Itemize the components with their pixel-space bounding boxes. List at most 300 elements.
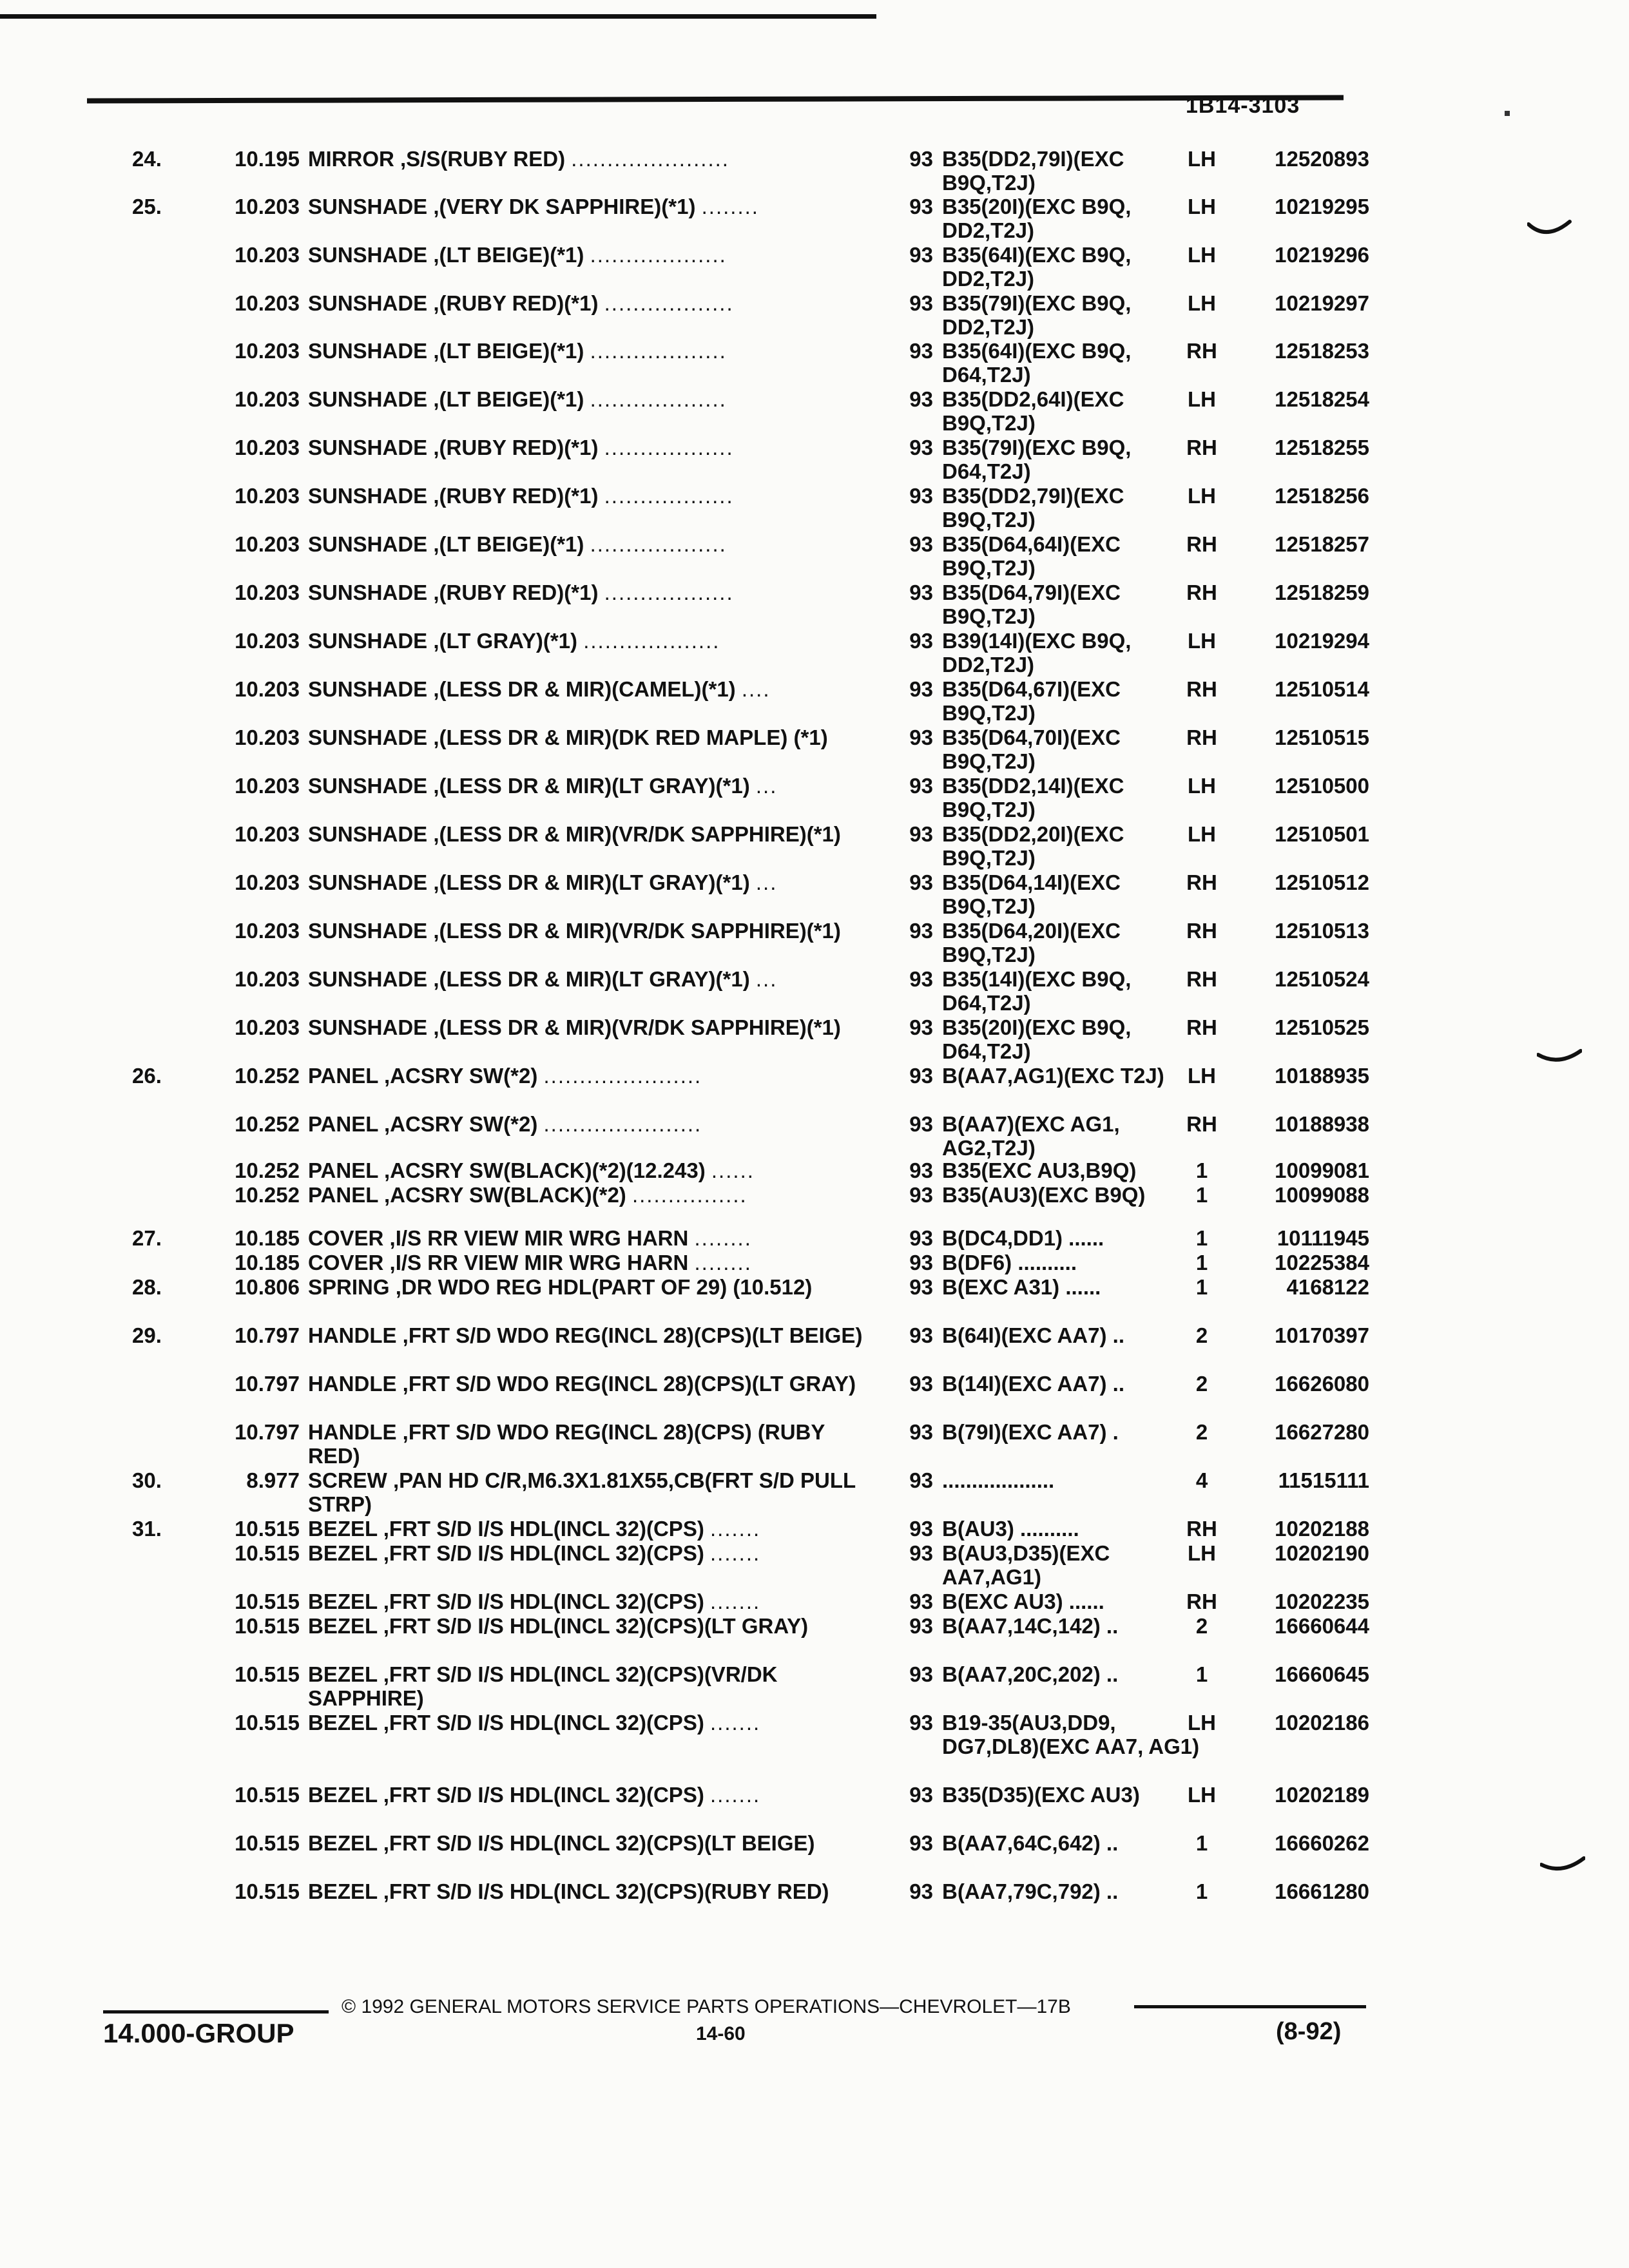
table-row [0,1831,1629,1879]
usage-code: B35(14I)(EXC B9Q, D64,T2J) [942,967,1132,1015]
usage-code: B35(DD2,79I)(EXC B9Q,T2J) [942,484,1124,532]
description-text: SCREW ,PAN HD C/R,M6.3X1.81X55,CB(FRT S/D PULL STRP) [308,1468,856,1516]
leader-dots: ....... [710,1783,761,1807]
usage-code: B35(EXC AU3,B9Q) [942,1158,1137,1182]
model-year: 93 [909,774,933,798]
part-description [308,1879,869,1903]
quantity-side: LH [1188,822,1216,846]
key-number: 29. [132,1323,162,1347]
quantity-side: 2 [1195,1420,1208,1444]
part-description [308,387,869,411]
quantity-side: RH [1186,1112,1217,1136]
figure-number: 10.515 [235,1590,300,1613]
table-row [0,1541,1629,1589]
description-text: BEZEL ,FRT S/D I/S HDL(INCL 32)(CPS) [308,1541,704,1565]
figure-number: 10.806 [235,1275,300,1299]
usage-code: B39(14I)(EXC B9Q, DD2,T2J) [942,629,1132,677]
part-description [308,581,869,604]
model-year: 93 [909,387,933,411]
description-text: HANDLE ,FRT S/D WDO REG(INCL 28)(CPS) (RUBY RED) [308,1420,825,1468]
description-text: SUNSHADE ,(LESS DR & MIR)(DK RED MAPLE) (*1) [308,726,828,749]
part-number: 10202186 [1275,1711,1369,1735]
quantity-side: 2 [1195,1323,1208,1347]
table-row [0,1112,1629,1160]
part-description [308,774,869,798]
figure-number: 10.203 [235,774,300,798]
part-description [308,339,869,363]
part-number: 4168122 [1286,1275,1369,1299]
quantity-side: RH [1186,1590,1217,1613]
description-text: BEZEL ,FRT S/D I/S HDL(INCL 32)(CPS) [308,1783,704,1807]
figure-number: 10.203 [235,822,300,846]
quantity-side: LH [1188,1783,1216,1807]
quantity-side: LH [1188,629,1216,653]
part-description [308,1015,869,1039]
part-description [308,1372,869,1396]
leader-dots: ........ [694,1251,752,1274]
quantity-side: LH [1188,195,1216,218]
table-row [0,291,1629,339]
table-row [0,387,1629,435]
part-number: 16660645 [1275,1662,1369,1686]
description-text: PANEL ,ACSRY SW(*2) [308,1064,538,1088]
part-number: 16660262 [1275,1831,1369,1855]
usage-code: B(DF6) .......... [942,1251,1077,1274]
model-year: 93 [909,919,933,943]
usage-code: B35(D64,70I)(EXC B9Q,T2J) [942,726,1121,773]
model-year: 93 [909,1112,933,1136]
part-number: 10202189 [1275,1783,1369,1807]
leader-dots: ................... [590,243,727,267]
footer-rule-right [1134,2005,1366,2008]
usage-code: B(79I)(EXC AA7) . [942,1420,1119,1444]
table-row [0,1614,1629,1662]
description-text: MIRROR ,S/S(RUBY RED) [308,147,566,171]
quantity-side: RH [1186,967,1217,991]
part-description [308,1614,869,1638]
description-text: SUNSHADE ,(LT BEIGE)(*1) [308,532,584,556]
table-row [0,1372,1629,1419]
description-text: BEZEL ,FRT S/D I/S HDL(INCL 32)(CPS)(LT GRAY) [308,1614,809,1638]
part-number: 10188935 [1275,1064,1369,1088]
key-number: 25. [132,195,162,218]
part-number: 12510501 [1275,822,1369,846]
figure-number: 10.203 [235,387,300,411]
part-description [308,1831,869,1855]
description-text: COVER ,I/S RR VIEW MIR WRG HARN [308,1251,689,1274]
part-description [308,677,869,701]
part-description [308,1251,869,1274]
figure-number: 10.797 [235,1420,300,1444]
leader-dots: .................. [604,436,734,459]
quantity-side: 1 [1195,1158,1208,1182]
figure-number: 10.203 [235,1015,300,1039]
part-number: 16626080 [1275,1372,1369,1396]
usage-code: B35(D64,64I)(EXC B9Q,T2J) [942,532,1121,580]
description-text: SPRING ,DR WDO REG HDL(PART OF 29) (10.512) [308,1275,813,1299]
corner-mark [1505,111,1510,116]
usage-code: B35(DD2,14I)(EXC B9Q,T2J) [942,774,1124,822]
part-number: 10219297 [1275,291,1369,315]
table-row [0,436,1629,483]
description-text: SUNSHADE ,(VERY DK SAPPHIRE)(*1) [308,195,696,218]
part-number: 10202190 [1275,1541,1369,1565]
usage-code: B(AA7,20C,202) .. [942,1662,1119,1686]
part-description [308,1275,869,1299]
description-text: PANEL ,ACSRY SW(BLACK)(*2)(12.243) [308,1158,706,1182]
table-row [0,339,1629,387]
figure-number: 10.203 [235,967,300,991]
quantity-side: 1 [1195,1275,1208,1299]
usage-code: B35(AU3)(EXC B9Q) [942,1183,1146,1207]
description-text: SUNSHADE ,(LESS DR & MIR)(LT GRAY)(*1) [308,870,750,894]
leader-dots: ................... [590,339,727,363]
part-description [308,1226,869,1250]
figure-number: 10.203 [235,581,300,604]
figure-number: 10.515 [235,1517,300,1541]
part-description [308,532,869,556]
header-rule [87,95,1344,103]
key-number: 28. [132,1275,162,1299]
usage-code: B(AU3,D35)(EXC AA7,AG1) [942,1541,1110,1589]
key-number: 30. [132,1468,162,1492]
model-year: 93 [909,1468,933,1492]
model-year: 93 [909,1015,933,1039]
part-description [308,147,869,171]
model-year: 93 [909,195,933,218]
usage-code: B(AA7,79C,792) .. [942,1879,1119,1903]
table-row [0,726,1629,773]
figure-number: 10.203 [235,195,300,218]
part-description [308,1517,869,1541]
usage-code: B(64I)(EXC AA7) .. [942,1323,1124,1347]
quantity-side: RH [1186,726,1217,749]
part-description [308,195,869,218]
part-number: 12518253 [1275,339,1369,363]
usage-code: B35(DD2,20I)(EXC B9Q,T2J) [942,822,1124,870]
quantity-side: LH [1188,147,1216,171]
table-row [0,195,1629,242]
figure-number: 10.203 [235,291,300,315]
quantity-side: LH [1188,1541,1216,1565]
key-number: 24. [132,147,162,171]
model-year: 93 [909,1420,933,1444]
part-description [308,1064,869,1088]
model-year: 93 [909,1158,933,1182]
table-row [0,774,1629,822]
part-description [308,1158,869,1182]
model-year: 93 [909,1183,933,1207]
part-description [308,1468,869,1516]
leader-dots: ... [755,967,778,991]
description-text: BEZEL ,FRT S/D I/S HDL(INCL 32)(CPS)(VR/DK SAPPHIRE) [308,1662,778,1710]
figure-number: 10.515 [235,1541,300,1565]
model-year: 93 [909,1323,933,1347]
quantity-side: 4 [1195,1468,1208,1492]
leader-dots: ....... [710,1517,761,1541]
part-number: 12518256 [1275,484,1369,508]
figure-number: 10.203 [235,484,300,508]
part-description [308,919,869,943]
usage-code: B(AA7,14C,142) .. [942,1614,1119,1638]
model-year: 93 [909,870,933,894]
description-text: SUNSHADE ,(LESS DR & MIR)(CAMEL)(*1) [308,677,736,701]
description-text: BEZEL ,FRT S/D I/S HDL(INCL 32)(CPS)(LT BEIGE) [308,1831,815,1855]
figure-number: 10.203 [235,870,300,894]
part-description [308,436,869,459]
table-row [0,1879,1629,1927]
description-text: HANDLE ,FRT S/D WDO REG(INCL 28)(CPS)(LT BEIGE) [308,1323,863,1347]
leader-dots: ... [755,774,778,798]
part-number: 16661280 [1275,1879,1369,1903]
quantity-side: 1 [1195,1183,1208,1207]
figure-number: 10.203 [235,919,300,943]
description-text: SUNSHADE ,(RUBY RED)(*1) [308,581,599,604]
model-year: 93 [909,1783,933,1807]
part-description [308,1662,869,1710]
quantity-side: RH [1186,339,1217,363]
figure-number: 10.203 [235,677,300,701]
figure-number: 10.185 [235,1226,300,1250]
usage-code: B35(20I)(EXC B9Q, DD2,T2J) [942,195,1132,242]
table-row [0,1064,1629,1111]
part-number: 12518255 [1275,436,1369,459]
part-number: 10202235 [1275,1590,1369,1613]
figure-number: 10.797 [235,1372,300,1396]
quantity-side: RH [1186,436,1217,459]
description-text: SUNSHADE ,(RUBY RED)(*1) [308,484,599,508]
table-row [0,1323,1629,1371]
description-text: BEZEL ,FRT S/D I/S HDL(INCL 32)(CPS) [308,1590,704,1613]
description-text: SUNSHADE ,(LT BEIGE)(*1) [308,243,584,267]
usage-code: B(AA7,64C,642) .. [942,1831,1119,1855]
model-year: 93 [909,1590,933,1613]
leader-dots: ... [755,870,778,894]
quantity-side: LH [1188,1711,1216,1735]
usage-code: B35(79I)(EXC B9Q, D64,T2J) [942,436,1132,483]
usage-code: B35(D64,20I)(EXC B9Q,T2J) [942,919,1121,966]
quantity-side: LH [1188,243,1216,267]
part-number: 10099088 [1275,1183,1369,1207]
description-text: BEZEL ,FRT S/D I/S HDL(INCL 32)(CPS) [308,1517,704,1541]
table-row [0,1420,1629,1468]
figure-number: 10.515 [235,1711,300,1735]
key-number: 27. [132,1226,162,1250]
part-number: 10219294 [1275,629,1369,653]
model-year: 93 [909,1541,933,1565]
figure-number: 10.515 [235,1879,300,1903]
model-year: 93 [909,291,933,315]
description-text: SUNSHADE ,(LESS DR & MIR)(VR/DK SAPPHIRE)(*1) [308,822,841,846]
leader-dots: ................ [631,1183,747,1207]
model-year: 93 [909,581,933,604]
table-row [0,1783,1629,1831]
quantity-side: RH [1186,919,1217,943]
figure-number: 10.515 [235,1831,300,1855]
model-year: 93 [909,1064,933,1088]
model-year: 93 [909,1879,933,1903]
usage-code: B(AU3) .......... [942,1517,1079,1541]
check-mark [1537,1047,1582,1069]
table-row [0,677,1629,725]
table-row [0,243,1629,291]
description-text: SUNSHADE ,(LESS DR & MIR)(LT GRAY)(*1) [308,774,750,798]
table-row [0,1662,1629,1710]
figure-number: 10.252 [235,1183,300,1207]
description-text: SUNSHADE ,(RUBY RED)(*1) [308,436,599,459]
usage-code: B35(64I)(EXC B9Q, D64,T2J) [942,339,1132,387]
table-row [0,581,1629,628]
part-number: 12510500 [1275,774,1369,798]
quantity-side: 1 [1195,1831,1208,1855]
check-mark [1540,1856,1585,1878]
part-description [308,822,869,846]
key-number: 26. [132,1064,162,1088]
usage-code: B(14I)(EXC AA7) .. [942,1372,1124,1396]
quantity-side: RH [1186,1015,1217,1039]
group-label: 14.000-GROUP [103,2018,294,2048]
usage-code: B(DC4,DD1) ...... [942,1226,1104,1250]
part-number: 10111945 [1277,1226,1369,1250]
part-description [308,629,869,653]
usage-code: B35(DD2,79I)(EXC B9Q,T2J) [942,147,1124,195]
model-year: 93 [909,436,933,459]
leader-dots: .................. [604,581,734,604]
leader-dots: ........ [694,1226,752,1250]
leader-dots: ........ [701,195,759,218]
usage-code: B35(64I)(EXC B9Q, DD2,T2J) [942,243,1132,291]
copyright-line: © 1992 GENERAL MOTORS SERVICE PARTS OPERATIONS—CHEVROLET—17B [342,1996,1071,2017]
usage-code: B(AA7,AG1)(EXC T2J) [942,1064,1164,1088]
part-description [308,967,869,991]
part-number: 10225384 [1275,1251,1369,1274]
model-year: 93 [909,677,933,701]
table-row [0,1275,1629,1323]
part-number: 10099081 [1275,1158,1369,1182]
quantity-side: LH [1188,387,1216,411]
description-text: SUNSHADE ,(LT BEIGE)(*1) [308,339,584,363]
model-year: 93 [909,1614,933,1638]
usage-code: B(AA7)(EXC AG1, AG2,T2J) [942,1112,1120,1160]
part-description [308,243,869,267]
quantity-side: LH [1188,1064,1216,1088]
quantity-side: RH [1186,581,1217,604]
usage-code: B35(20I)(EXC B9Q, D64,T2J) [942,1015,1132,1063]
model-year: 93 [909,1251,933,1274]
figure-number: 10.515 [235,1662,300,1686]
quantity-side: LH [1188,291,1216,315]
model-year: 93 [909,1226,933,1250]
description-text: PANEL ,ACSRY SW(BLACK)(*2) [308,1183,626,1207]
figure-number: 8.977 [246,1468,300,1492]
table-row [0,1183,1629,1231]
figure-number: 10.515 [235,1614,300,1638]
leader-dots: .... [741,677,771,701]
usage-code: B35(D64,79I)(EXC B9Q,T2J) [942,581,1121,628]
description-text: HANDLE ,FRT S/D WDO REG(INCL 28)(CPS)(LT GRAY) [308,1372,856,1396]
part-description [308,1783,869,1807]
part-number: 12518254 [1275,387,1369,411]
table-row [0,1468,1629,1516]
part-description [308,1183,869,1207]
leader-dots: .................. [604,291,734,315]
model-year: 93 [909,532,933,556]
description-text: SUNSHADE ,(LESS DR & MIR)(VR/DK SAPPHIRE)(*1) [308,1015,841,1039]
leader-dots: ................... [583,629,720,653]
model-year: 93 [909,484,933,508]
table-row [0,484,1629,532]
quantity-side: 1 [1195,1879,1208,1903]
model-year: 93 [909,1831,933,1855]
table-row [0,822,1629,870]
part-number: 12510514 [1275,677,1369,701]
model-year: 93 [909,147,933,171]
revision-date: (8-92) [1276,2018,1342,2045]
part-number: 12520893 [1275,147,1369,171]
figure-number: 10.203 [235,532,300,556]
model-year: 93 [909,1275,933,1299]
leader-dots: ....... [710,1711,761,1735]
leader-dots: ................... [590,387,727,411]
usage-code: B35(DD2,64I)(EXC B9Q,T2J) [942,387,1124,435]
table-row [0,919,1629,966]
usage-code: B(EXC AU3) ...... [942,1590,1104,1613]
description-text: SUNSHADE ,(LT BEIGE)(*1) [308,387,584,411]
model-year: 93 [909,1372,933,1396]
part-number: 10170397 [1275,1323,1369,1347]
usage-code: B35(D64,14I)(EXC B9Q,T2J) [942,870,1121,918]
part-number: 12510515 [1275,726,1369,749]
part-number: 11515111 [1278,1468,1369,1492]
leader-dots: ...... [711,1158,755,1182]
model-year: 93 [909,967,933,991]
figure-number: 10.203 [235,726,300,749]
model-year: 93 [909,1711,933,1735]
figure-number: 10.252 [235,1158,300,1182]
part-description [308,291,869,315]
model-year: 93 [909,822,933,846]
table-row [0,967,1629,1015]
table-row [0,532,1629,580]
part-number: 10188938 [1275,1112,1369,1136]
footer-rule-left [103,2010,329,2013]
part-number: 10219295 [1275,195,1369,218]
table-row [0,1015,1629,1063]
figure-number: 10.185 [235,1251,300,1274]
part-number: 12510524 [1275,967,1369,991]
model-year: 93 [909,243,933,267]
figure-number: 10.252 [235,1064,300,1088]
leader-dots: ...................... [571,147,729,171]
part-number: 12518257 [1275,532,1369,556]
figure-number: 10.252 [235,1112,300,1136]
table-row [0,870,1629,918]
part-description [308,484,869,508]
part-description [308,1541,869,1565]
description-text: PANEL ,ACSRY SW(*2) [308,1112,538,1136]
part-description [308,1590,869,1613]
quantity-side: LH [1188,484,1216,508]
table-row [0,147,1629,195]
check-mark [1527,219,1572,241]
figure-number: 10.797 [235,1323,300,1347]
part-description [308,1112,869,1136]
leader-dots: .................. [604,484,734,508]
part-number: 12510512 [1275,870,1369,894]
quantity-side: 1 [1195,1662,1208,1686]
part-number: 10219296 [1275,243,1369,267]
table-row [0,629,1629,677]
